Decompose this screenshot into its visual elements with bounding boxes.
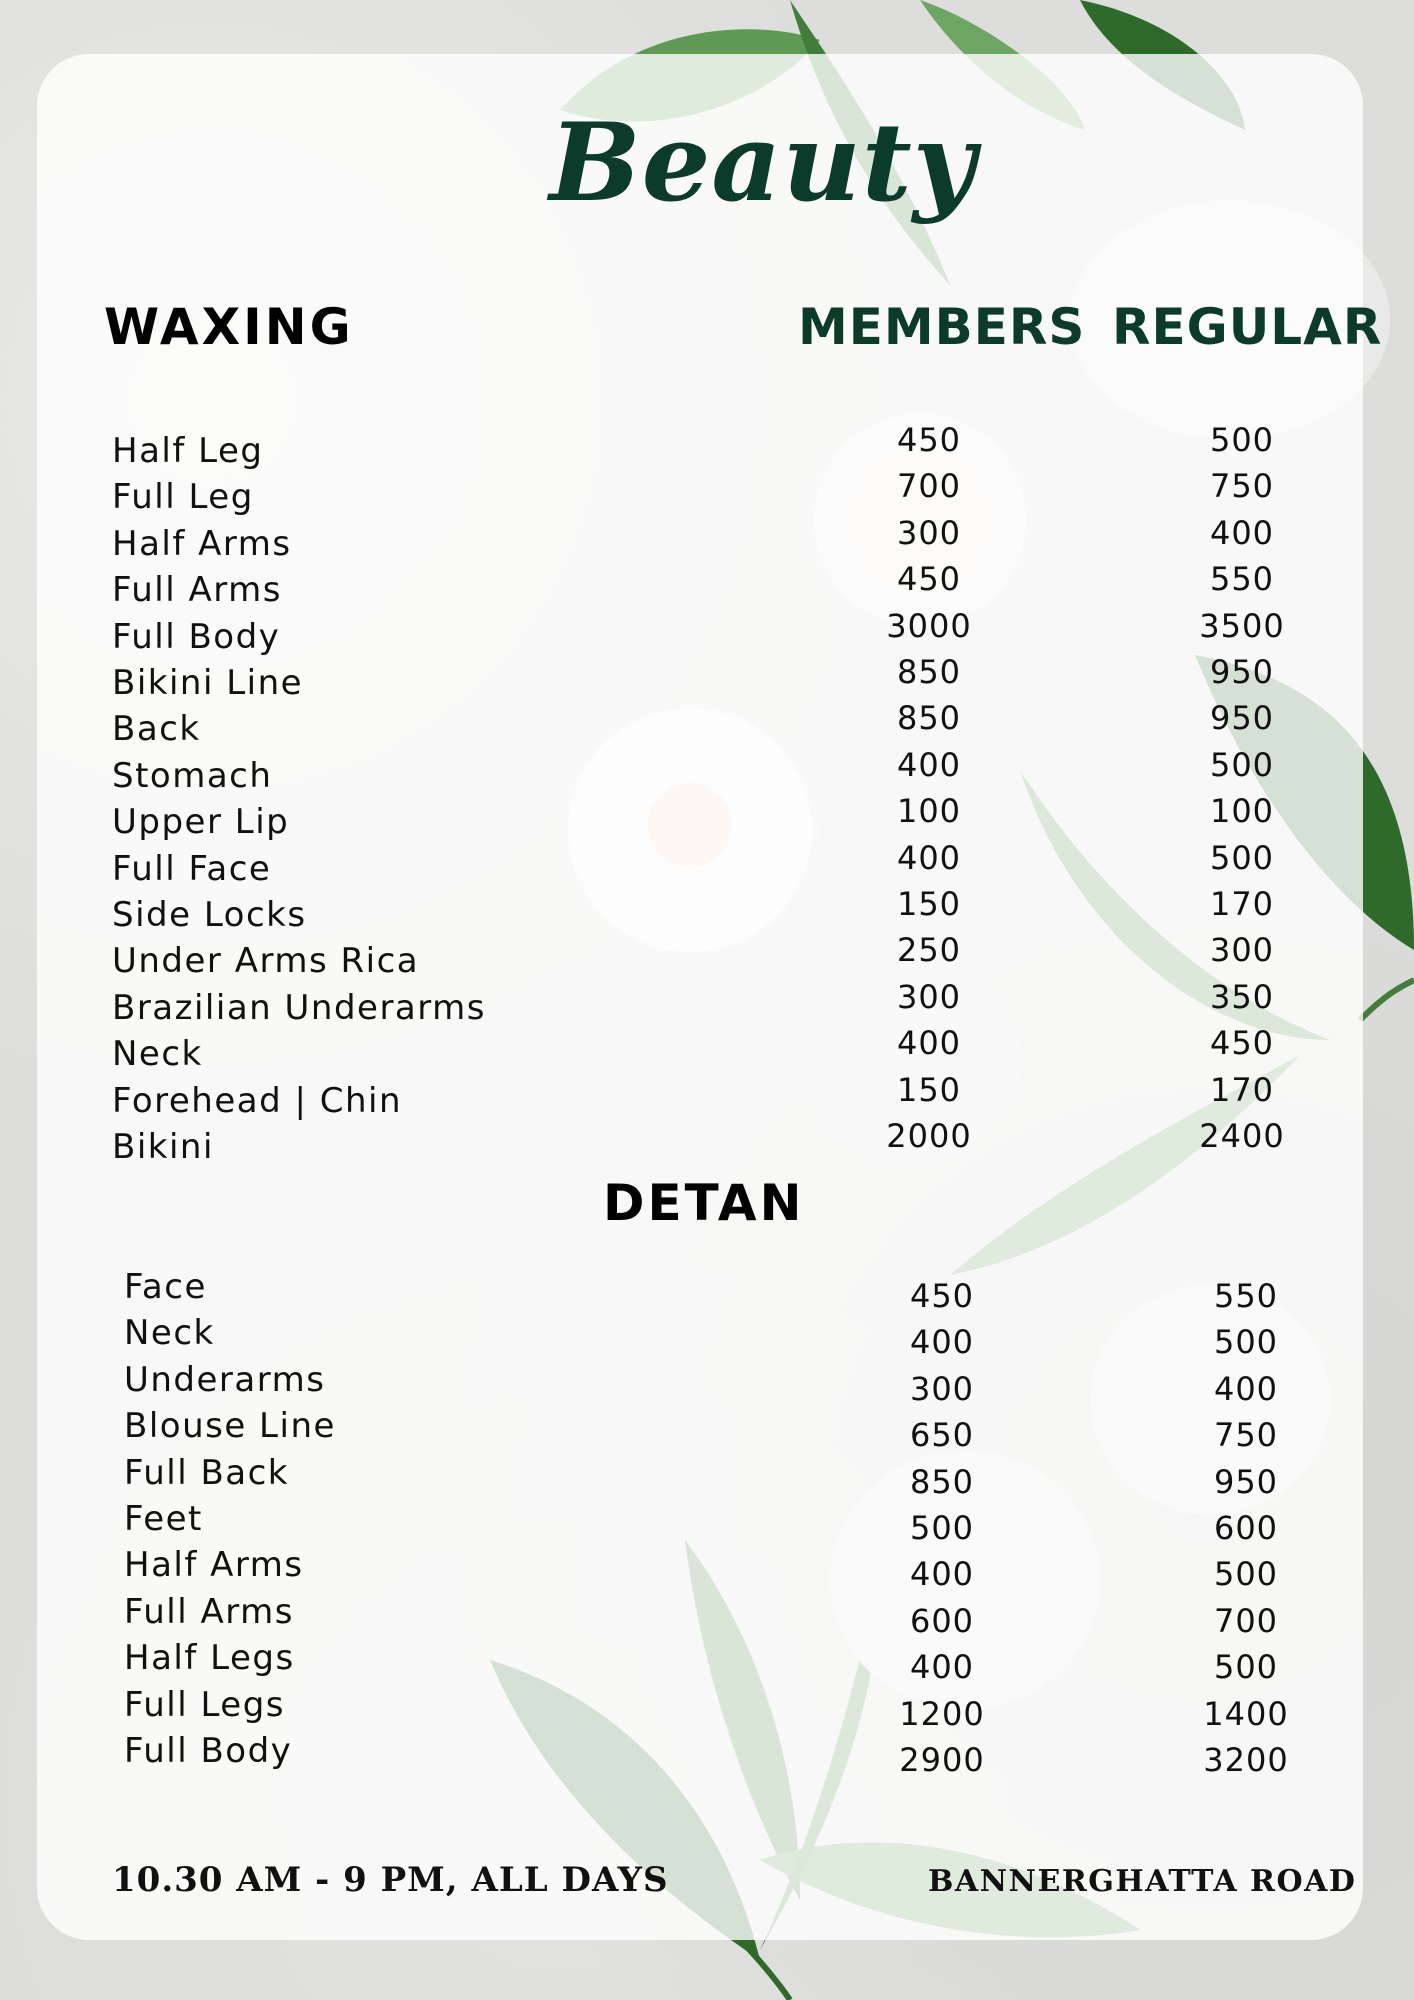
service-name: Back [112,709,201,750]
regular-price: 500 [1209,745,1275,784]
regular-price: 500 [1213,1648,1279,1687]
members-price: 400 [909,1323,975,1362]
service-name: Blouse Line [124,1406,336,1447]
stem-bottom [740,1940,790,2000]
members-price: 400 [909,1648,975,1687]
service-name: Upper Lip [112,802,290,843]
waxing-row [0,745,1414,796]
service-name: Full Arms [112,570,282,611]
location: BANNERGHATTA ROAD [928,1864,1357,1899]
service-name: Forehead | Chin [112,1080,403,1121]
members-price: 850 [909,1462,975,1501]
members-price: 400 [896,838,962,877]
members-price: 450 [896,421,962,459]
service-name: Full Body [124,1731,293,1771]
service-name: Full Leg [112,477,254,518]
waxing-row [0,1070,1414,1121]
regular-price: 400 [1213,1369,1279,1408]
regular-price: 300 [1209,931,1275,970]
members-price: 400 [909,1555,975,1594]
regular-column-header: REGULAR [1112,298,1383,356]
waxing-row [0,467,1414,518]
opening-hours: 10.30 AM - 9 PM, ALL DAYS [112,1860,669,1900]
regular-price: 600 [1213,1509,1279,1547]
regular-price: 950 [1209,653,1275,691]
regular-price: 100 [1209,792,1275,831]
waxing-row [0,606,1414,657]
regular-price: 500 [1209,421,1275,459]
regular-price: 170 [1209,885,1275,923]
members-price: 650 [909,1416,975,1455]
service-name: Bikini Line [112,663,304,703]
regular-price: 400 [1209,513,1275,552]
detan-row [0,1452,1414,1509]
regular-price: 170 [1209,1070,1275,1109]
regular-price: 3200 [1203,1741,1289,1779]
members-price: 250 [896,931,962,970]
regular-price: 2400 [1199,1117,1285,1155]
members-price: 100 [896,792,962,831]
service-name: Neck [112,1034,203,1075]
service-name: Full Arms [124,1591,294,1632]
members-price: 300 [896,977,962,1016]
detan-row [0,1731,1414,1787]
waxing-row [0,421,1414,471]
members-price: 2000 [886,1117,972,1155]
members-price: 300 [909,1369,975,1408]
service-name: Side Locks [112,895,307,935]
regular-price: 350 [1209,977,1275,1016]
regular-price: 3500 [1199,606,1285,645]
waxing-row [0,513,1414,564]
members-price: 850 [896,699,962,738]
service-name: Half Leg [112,431,264,471]
members-price: 500 [909,1509,975,1547]
service-name: Brazilian Underarms [112,987,486,1028]
members-price: 450 [896,560,962,599]
service-name: Underarms [124,1359,326,1400]
members-price: 600 [909,1601,975,1640]
members-price: 450 [909,1277,975,1315]
members-price: 400 [896,1024,962,1063]
members-price: 400 [896,745,962,784]
waxing-row [0,1024,1414,1075]
regular-price: 1400 [1203,1694,1289,1733]
waxing-row [0,560,1414,611]
service-name: Under Arms Rica [112,941,420,982]
service-name: Full Face [112,848,272,889]
waxing-row [0,977,1414,1028]
service-name: Half Legs [124,1638,295,1679]
waxing-row [0,838,1414,889]
waxing-row [0,1117,1414,1167]
waxing-row [0,931,1414,982]
regular-price: 500 [1213,1555,1279,1594]
page-title: Beauty [549,100,977,226]
waxing-row [0,792,1414,843]
regular-price: 750 [1213,1416,1279,1455]
service-name: Bikini [112,1127,214,1167]
service-name: Full Legs [124,1684,286,1725]
regular-price: 950 [1213,1462,1279,1501]
waxing-row [0,653,1414,703]
service-name: Stomach [112,755,273,796]
regular-price: 950 [1209,699,1275,738]
members-price: 850 [896,653,962,691]
service-name: Face [124,1267,207,1307]
regular-price: 450 [1209,1024,1275,1063]
service-name: Neck [124,1313,215,1354]
regular-price: 550 [1213,1277,1279,1315]
detan-heading: DETAN [603,1174,805,1232]
service-name: Half Arms [112,523,292,564]
regular-price: 550 [1209,560,1275,599]
members-price: 1200 [899,1694,985,1733]
regular-price: 750 [1209,467,1275,506]
regular-price: 700 [1213,1601,1279,1640]
regular-price: 500 [1209,838,1275,877]
service-name: Full Back [124,1452,289,1493]
members-column-header: MEMBERS [798,298,1086,356]
members-price: 150 [896,1070,962,1109]
service-name: Full Body [112,616,281,657]
waxing-heading: WAXING [104,298,354,356]
members-price: 150 [896,885,962,923]
waxing-row [0,699,1414,750]
waxing-row [0,885,1414,935]
members-price: 2900 [899,1741,985,1779]
members-price: 700 [896,467,962,506]
service-name: Half Arms [124,1545,304,1586]
members-price: 3000 [886,606,972,645]
regular-price: 500 [1213,1323,1279,1362]
members-price: 300 [896,513,962,552]
service-name: Feet [124,1499,203,1539]
